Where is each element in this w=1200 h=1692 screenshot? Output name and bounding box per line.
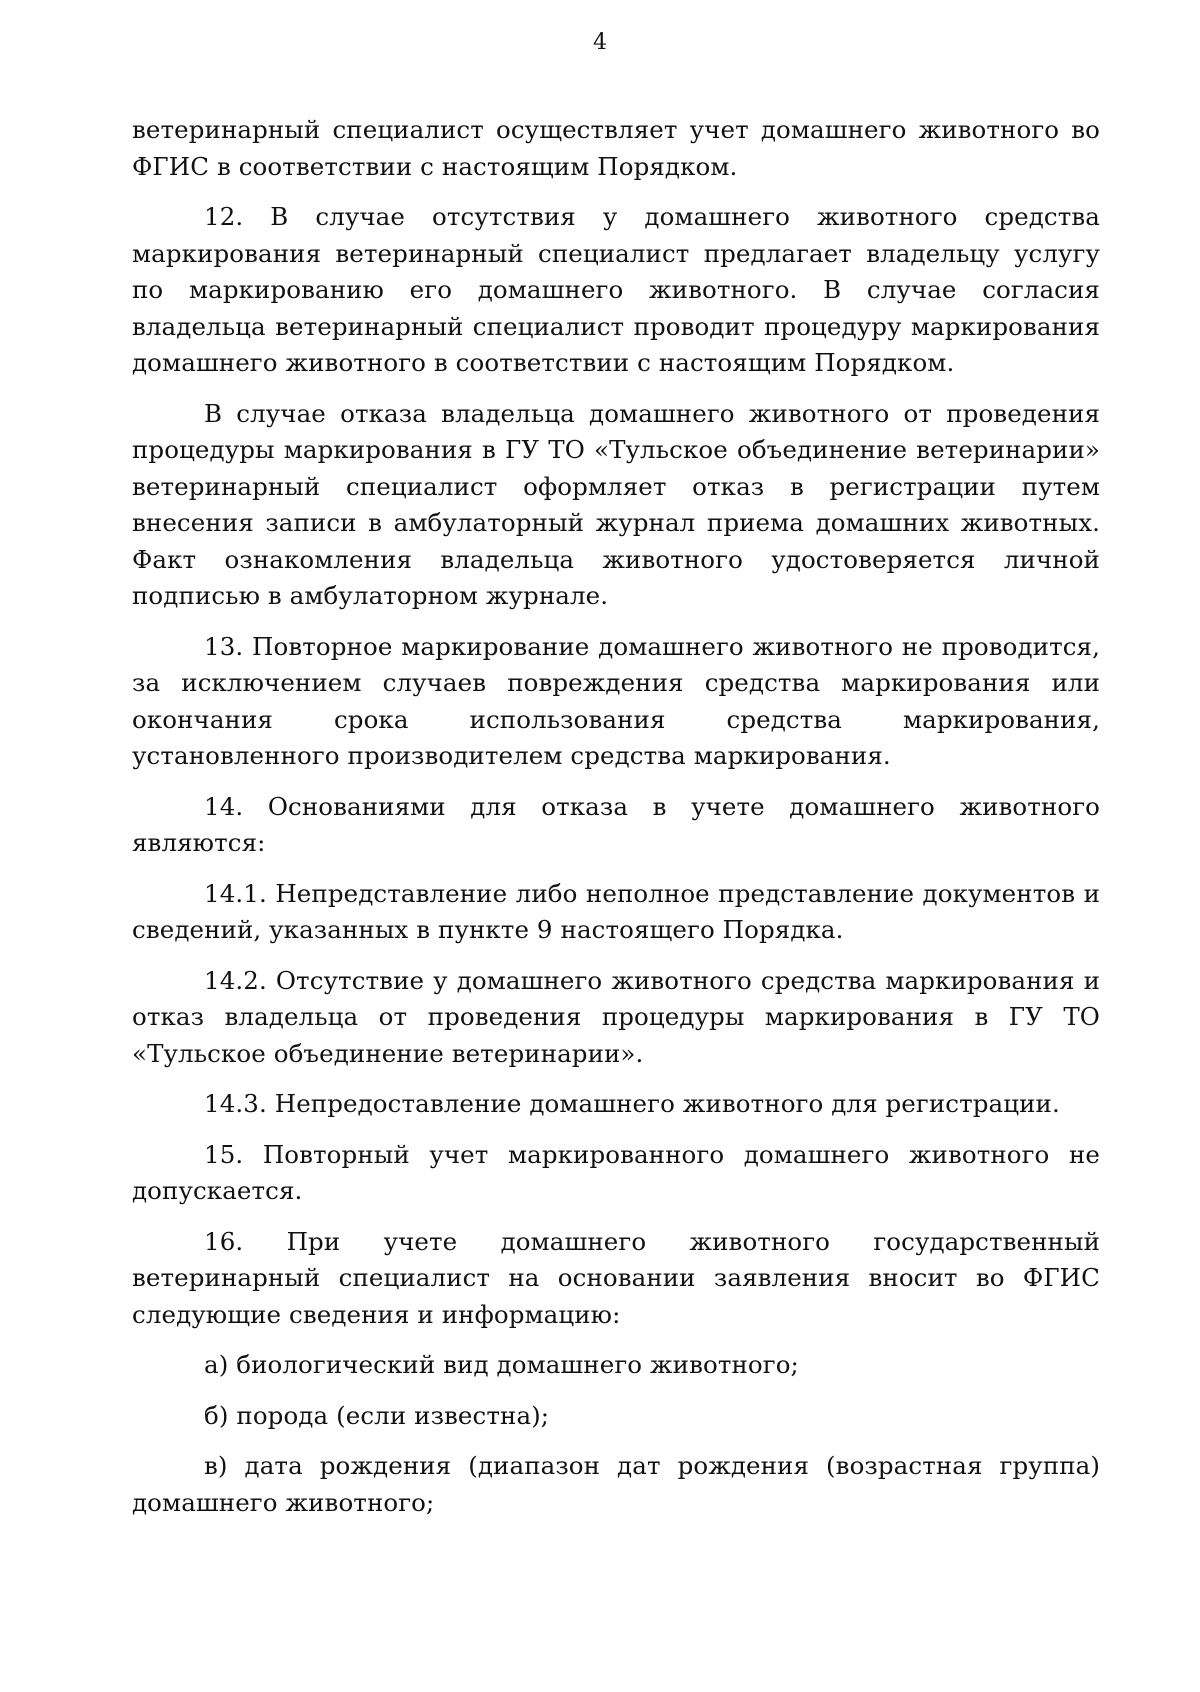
- paragraph-item-14-1: 14.1. Непредставление либо неполное представление документов и сведений, указанных в пункте 9 настоящего Порядка.: [132, 878, 1100, 944]
- document-body: [132, 112, 1100, 1535]
- list-item-b: б) порода (если известна);: [204, 1400, 550, 1430]
- page-number: 4: [593, 30, 607, 55]
- paragraph-item-13: 13. Повторное маркирование домашнего животного не проводится, за исключением случаев повреждения средства маркирования или окончания срока использования средства маркирования, установленного производителем средства маркирования.: [132, 631, 1100, 770]
- paragraph-item-14: 14. Основаниями для отказа в учете домашнего животного являются:: [132, 791, 1100, 857]
- paragraph-item-14-3: 14.3. Непредоставление домашнего животного для регистрации.: [204, 1089, 1060, 1118]
- list-item-v: в) дата рождения (диапазон дат рождения (возрастная группа) домашнего животного;: [132, 1451, 1100, 1517]
- list-item-a: а) биологический вид домашнего животного;: [204, 1350, 799, 1379]
- paragraph-refusal: В случае отказа владельца домашнего животного от проведения процедуры маркирования в ГУ ТО «Тульское объединение ветеринарии» ветеринарный специалист оформляет отказ в регистрации путем внесения записи в амбулаторный журнал приема домашних животных. Факт ознакомления владельца животного удостоверяется личной подписью в амбулаторном журнале.: [132, 398, 1100, 610]
- paragraph-item-16: 16. При учете домашнего животного государственный ветеринарный специалист на основании заявления вносит во ФГИС следующие сведения и информацию:: [132, 1226, 1100, 1329]
- paragraph-item-12: 12. В случае отсутствия у домашнего животного средства маркирования ветеринарный специалист предлагает владельцу услугу по маркированию его домашнего животного. В случае согласия владельца ветеринарный специалист проводит процедуру маркирования домашнего животного в соответствии с настоящим Порядком.: [132, 202, 1100, 377]
- paragraph-item-15: 15. Повторный учет маркированного домашнего животного не допускается.: [132, 1139, 1100, 1205]
- paragraph-continuation: ветеринарный специалист осуществляет учет домашнего животного во ФГИС в соответствии с настоящим Порядком.: [132, 115, 1100, 181]
- paragraph-item-14-2: 14.2. Отсутствие у домашнего животного средства маркирования и отказ владельца от проведения процедуры маркирования в ГУ ТО «Тульское объединение ветеринарии».: [132, 965, 1100, 1068]
